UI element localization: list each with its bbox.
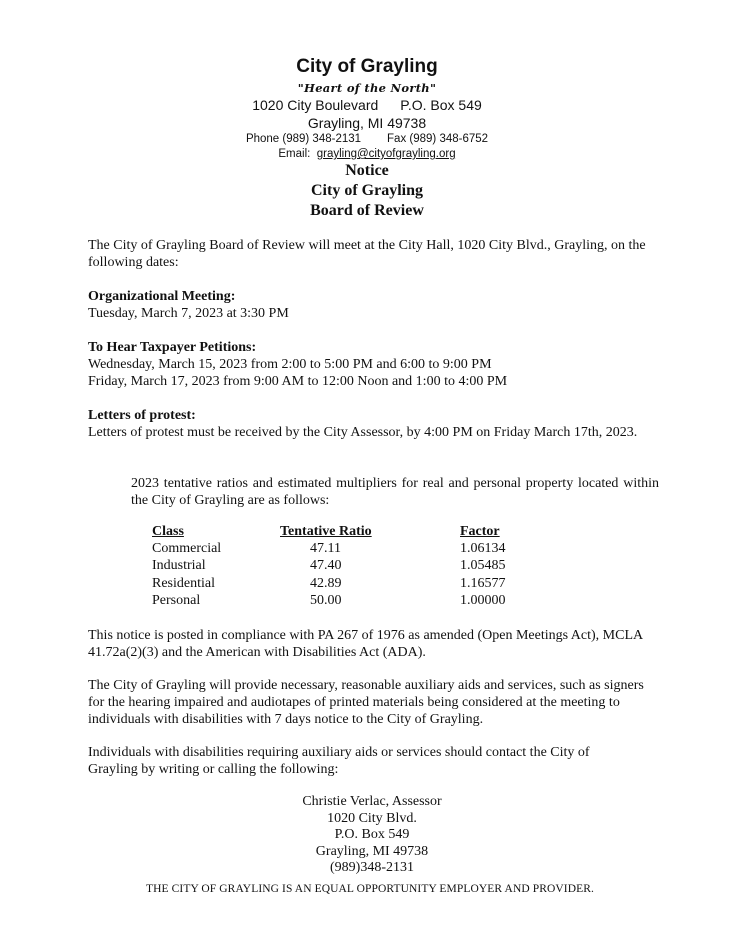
- taxpayer-petitions-heading: To Hear Taxpayer Petitions:: [88, 340, 257, 355]
- class-cell: Personal: [152, 592, 201, 608]
- contact-phone: (989)348-2131: [330, 860, 414, 876]
- intro-paragraph: [88, 237, 660, 271]
- table-row: [152, 540, 540, 557]
- letterhead-title: City of Grayling: [296, 56, 438, 77]
- letterhead-email-link[interactable]: grayling@cityofgrayling.org: [316, 148, 456, 160]
- letterhead-email-label: Email:: [278, 148, 311, 160]
- organizational-meeting-section: [88, 288, 660, 322]
- aids-text: The City of Grayling will provide necessary, reasonable auxiliary aids and services, such as signers for the hearing impaired and audiotapes of printed materials being considered at the meeting to individuals with disabilities with 7 days notice to the City of Grayling.: [88, 678, 644, 727]
- class-cell: Commercial: [152, 541, 222, 557]
- factor-cell: 1.00000: [460, 592, 506, 608]
- compliance-text: This notice is posted in compliance with PA 267 of 1976 as amended (Open Meetings Act), MCLA 41.72a(2)(3) and the American with Disabilities Act (ADA).: [88, 628, 643, 660]
- taxpayer-petitions-section: [88, 339, 660, 390]
- letterhead-motto: "Heart of the North": [297, 81, 437, 95]
- compliance-paragraph: [88, 627, 648, 661]
- ratio-cell: 47.40: [310, 558, 342, 574]
- notice-heading-title: Notice: [345, 162, 389, 179]
- notice-heading-board: Board of Review: [310, 202, 424, 219]
- factor-cell: 1.16577: [460, 575, 506, 591]
- ratio-cell: 47.11: [310, 541, 341, 557]
- notice-heading: [0, 161, 734, 221]
- equal-opportunity-footer: THE CITY OF GRAYLING IS AN EQUAL OPPORTUNITY EMPLOYER AND PROVIDER.: [145, 883, 595, 895]
- factor-cell: 1.05485: [460, 558, 506, 574]
- letterhead-phone-line: [0, 132, 734, 147]
- notice-heading-city: City of Grayling: [311, 182, 423, 199]
- contact-name: Christie Verlac, Assessor: [302, 794, 442, 809]
- letterhead-city-line: Grayling, MI 49738: [307, 115, 427, 131]
- ratios-table-header: [152, 523, 540, 540]
- class-cell: Residential: [152, 575, 215, 591]
- letterhead-email-line: [0, 147, 734, 162]
- letterhead-fax: Fax (989) 348-6752: [387, 133, 489, 145]
- ratios-intro: [131, 475, 659, 509]
- letters-of-protest-heading: Letters of protest:: [88, 408, 196, 423]
- factor-cell: 1.06134: [460, 541, 506, 557]
- letterhead-phone: Phone (989) 348-2131: [245, 133, 362, 145]
- organizational-meeting-date: Tuesday, March 7, 2023 at 3:30 PM: [88, 306, 289, 321]
- ratio-cell: 50.00: [310, 592, 342, 608]
- contact-city-line: Grayling, MI 49738: [315, 843, 429, 859]
- ratios-table: [152, 523, 540, 609]
- letterhead: [0, 54, 734, 162]
- intro-text: The City of Grayling Board of Review will meet at the City Hall, 1020 City Blvd., Grayling, on the following dates:: [88, 238, 646, 270]
- column-header-factor: Factor: [460, 524, 500, 539]
- contact-intro-paragraph: [88, 744, 638, 778]
- taxpayer-petitions-date-2: Friday, March 17, 2023 from 9:00 AM to 12:00 Noon and 1:00 to 4:00 PM: [88, 374, 508, 389]
- contact-block: [0, 794, 734, 877]
- contact-intro-text: Individuals with disabilities requiring auxiliary aids or services should contact the City of Grayling by writing or calling the following:: [88, 745, 590, 777]
- column-header-class: Class: [152, 524, 184, 539]
- class-cell: Industrial: [152, 558, 206, 574]
- contact-address: 1020 City Blvd.: [327, 810, 417, 826]
- table-row: [152, 592, 540, 609]
- column-header-tentative-ratio: Tentative Ratio: [280, 524, 372, 539]
- organizational-meeting-heading: Organizational Meeting:: [88, 289, 236, 304]
- letterhead-street: 1020 City Boulevard: [252, 97, 379, 113]
- letterhead-address-line: [0, 96, 734, 114]
- table-row: [152, 557, 540, 574]
- ratios-intro-text: 2023 tentative ratios and estimated multipliers for real and personal property located within the City of Grayling are as follows:: [131, 476, 659, 508]
- taxpayer-petitions-date-1: Wednesday, March 15, 2023 from 2:00 to 5:00 PM and 6:00 to 9:00 PM: [88, 357, 492, 372]
- letters-of-protest-section: [88, 407, 659, 441]
- letters-of-protest-text: Letters of protest must be received by the City Assessor, by 4:00 PM on Friday March 17th, 2023.: [88, 425, 638, 440]
- aids-paragraph: [88, 677, 648, 728]
- table-row: [152, 575, 540, 592]
- ratio-cell: 42.89: [310, 575, 342, 591]
- contact-po-box: P.O. Box 549: [334, 827, 410, 843]
- letterhead-po-box: P.O. Box 549: [400, 97, 482, 113]
